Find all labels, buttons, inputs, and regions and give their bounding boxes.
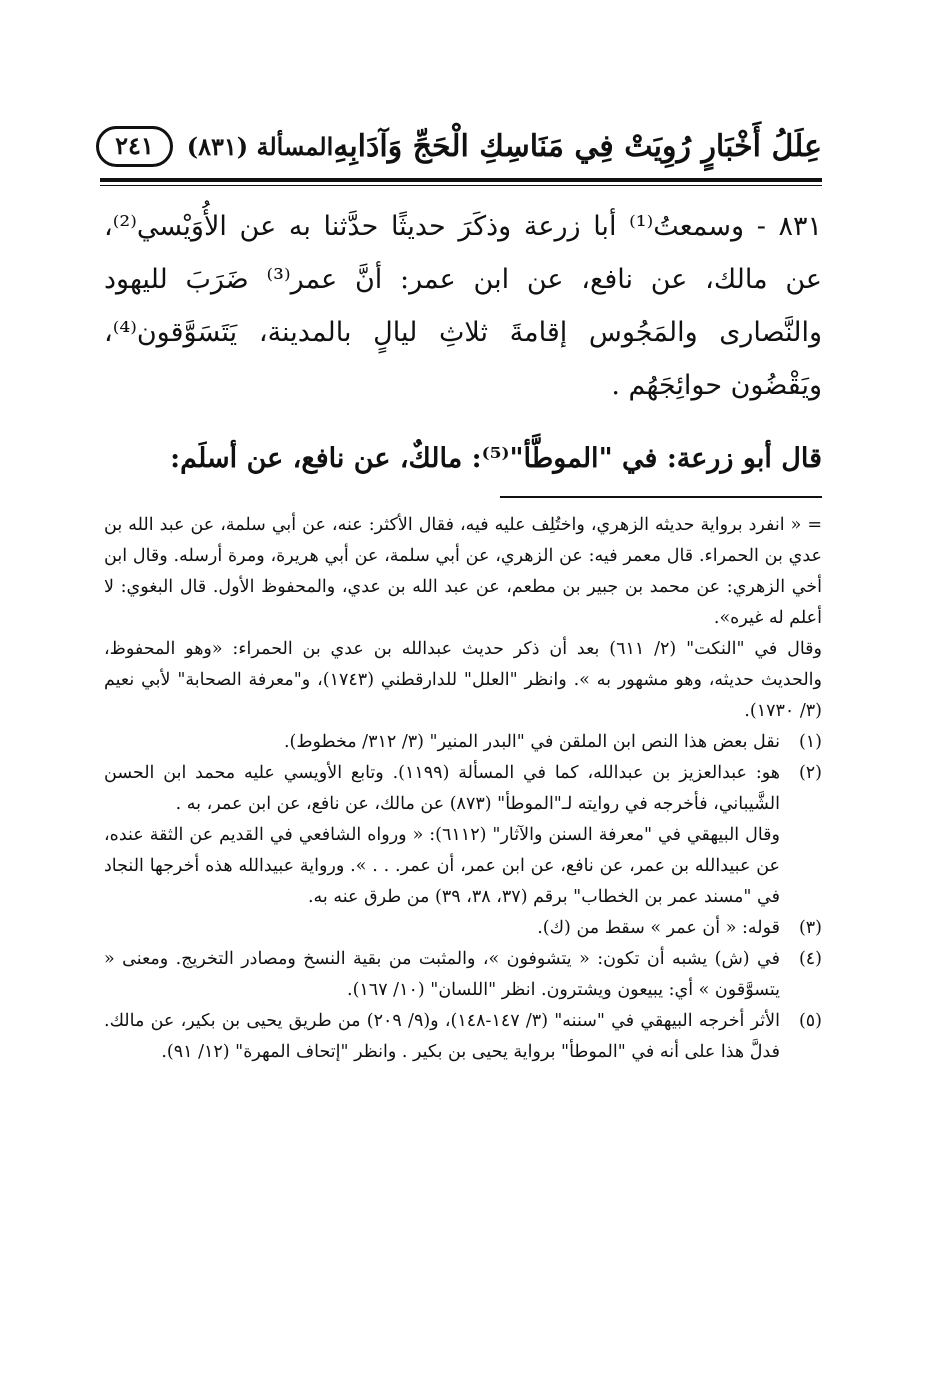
footnote-text: قوله: « أن عمر » سقط من (ك). — [537, 918, 780, 938]
footnote-number: (١) — [798, 732, 822, 752]
footnote-1 — [104, 727, 822, 758]
footnote-number: (٥) — [798, 1011, 822, 1031]
footnote-body — [104, 758, 780, 913]
quote-paragraph: قال أبو زرعة: في "الموطَّأ"⁽⁵⁾: مالكٌ، عن نافع، عن أسلَم: — [170, 443, 822, 474]
header-rule-thin — [100, 185, 822, 186]
footnote-continuation: = « انفرد برواية حديثه الزهري، واختُلِف عليه فيه، فقال الأكثر: عنه، عن أبي سلمة، عن عبد الله بن عدي بن الحمراء. قال معمر فيه: عن الزهري، عن أبي سلمة، عن أبي هريرة، ومرة أرسله. وقال ابن أخي الزهري: عن محمد بن جبير بن مطعم، عن عبد الله بن عدي، والمحفوظ الأول. قال البغوي: لا أعلم له غيره». — [104, 515, 822, 628]
footnotes — [104, 510, 822, 1068]
page-number: ٢٤١ — [96, 126, 173, 167]
footnote-number: (٢) — [798, 763, 822, 783]
footnote-text: هو: عبدالعزيز بن عبدالله، كما في المسألة (١١٩٩). وتابع الأويسي عليه محمد ابن الحسن الشَّيباني، فأخرجه في روايته لـ"الموطأ" (٨٧٣) عن مالك، عن نافع، عن ابن عمر، به . — [104, 763, 780, 814]
footnote-text: الأثر أخرجه البيهقي في "سننه" (٣/ ١٤٧-١٤٨)، و(٩/ ٢٠٩) من طريق يحيى بن بكير، عن مالك. فدلَّ هذا على أنه في "الموطأ" برواية يحيى بن بكير . وانظر "إتحاف المهرة" (١٢/ ٩١). — [104, 1011, 780, 1062]
footnote-text: نقل بعض هذا النص ابن الملقن في "البدر المنير" (٣/ ٣١٢/ مخطوط). — [283, 732, 780, 752]
footnote-separator — [500, 496, 822, 498]
footnote-5 — [104, 1006, 822, 1068]
footnote-number: (٣) — [798, 918, 822, 938]
footnote-2 — [104, 758, 822, 913]
book-title: عِلَلُ أَخْبَارٍ رُوِيَتْ فِي مَنَاسِكِ الْحَجِّ وَآدَابِهِ — [333, 128, 822, 164]
footnote-continuation: وقال في "النكت" (٢/ ٦١١) بعد أن ذكر حديث عبدالله بن عدي بن الحمراء: «وهو المحفوظ، والحديث حديثه، وهو مشهور به ». وانظر "العلل" للدارقطني (١٧٤٣)، و"معرفة الصحابة" لأبي نعيم (٣/ ١٧٣٠). — [104, 639, 822, 721]
footnote-text: في (ش) يشبه أن تكون: « يتشوفون »، والمثبت من بقية النسخ ومصادر التخريج. ومعنى « يتسوَّقون » أي: يبيعون ويشترون. انظر "اللسان" (١٠/ ١٦٧). — [104, 949, 780, 1000]
footnote-number: (٤) — [798, 949, 822, 969]
running-header — [100, 118, 822, 174]
footnote-text: وقال البيهقي في "معرفة السنن والآثار" (٦١١٢): « ورواه الشافعي في القديم عن الثقة عنده، عن عبيدالله بن عمر، عن نافع، عن ابن عمر، أن عمر. . . ». ورواية عبيدالله هذه أخرجها النجاد في "مسند عمر بن الخطاب" برقم (٣٧، ٣٨، ٣٩) من طرق عنه به. — [104, 825, 780, 907]
footnote-body — [104, 944, 780, 1006]
main-paragraph: ٨٣١ - وسمعتُ⁽¹⁾ أبا زرعة وذكَرَ حديثًا حدَّثنا به عن الأُوَيْسي⁽²⁾، عن مالك، عن نافع، عن ابن عمر: أنَّ عمر⁽³⁾ ضَرَبَ لليهود والنَّصارى والمَجُوس إقامةَ ثلاثِ ليالٍ بالمدينة، يَتَسَوَّقون⁽⁴⁾، ويَقْضُون حوائِجَهُم . — [104, 211, 822, 401]
header-meta — [96, 126, 333, 167]
footnote-body — [104, 727, 780, 758]
footnote-4 — [104, 944, 822, 1006]
footnote-3 — [104, 913, 822, 944]
issue-label: المسألة (٨٣١) — [186, 131, 334, 161]
main-text — [104, 200, 822, 485]
footnote-body — [104, 1006, 780, 1068]
header-rule-thick — [100, 178, 822, 182]
footnote-body — [104, 913, 780, 944]
